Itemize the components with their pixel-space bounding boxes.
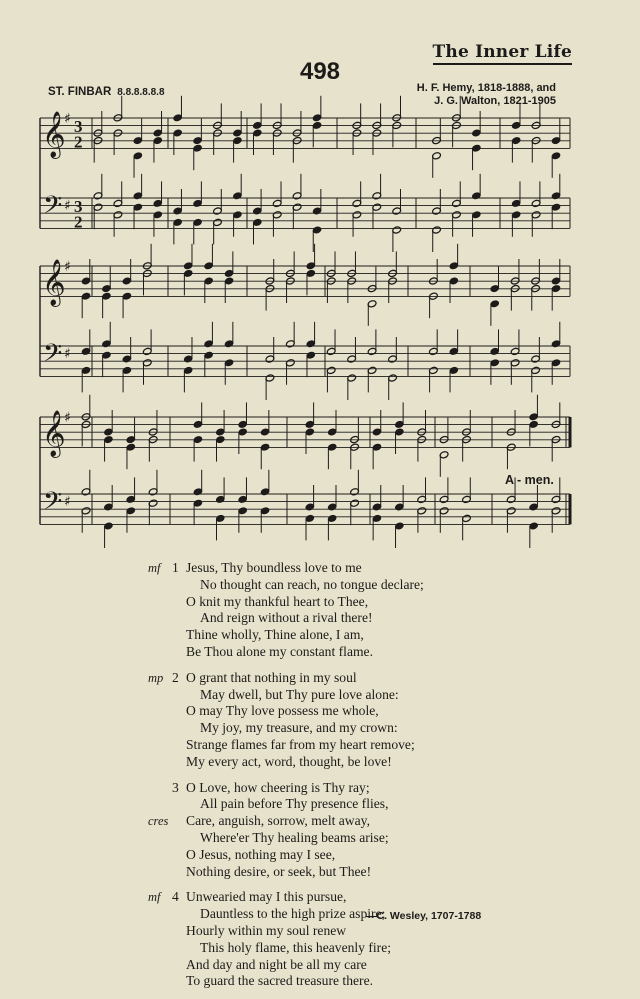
verse-line: May dwell, but Thy pure love alone: [200, 686, 399, 702]
verse-2 [148, 670, 528, 771]
time-signature-bottom: 2 [74, 212, 83, 232]
verse-line: No thought can reach, no tongue declare; [200, 576, 424, 592]
verse-1 [148, 560, 528, 661]
treble-clef: 𝄞 [42, 111, 66, 158]
section-title: The Inner Life [433, 42, 572, 65]
bass-clef: 𝄢 [43, 191, 63, 227]
time-signature-bottom: 2 [74, 132, 83, 152]
verses [148, 560, 528, 999]
crescendo-marking: cres [148, 814, 169, 829]
hymn-number: 498 [299, 58, 341, 85]
verse-line: Unwearied may I this pursue, [186, 889, 347, 905]
dynamic-marking: mf [148, 890, 161, 905]
verse-line: Be Thou alone my constant flame. [186, 643, 373, 659]
verse-line [148, 813, 528, 830]
sharp-sign: ♯ [64, 410, 71, 426]
dynamic-marking: mp [148, 670, 164, 685]
verse-line: My joy, my treasure, and my crown: [200, 720, 398, 736]
verse-number: 3 [172, 779, 179, 795]
verse-line: O knit my thankful heart to Thee, [186, 593, 369, 609]
sharp-sign: ♯ [64, 346, 71, 362]
time-signature-top: 3 [74, 197, 83, 217]
verse-line: O Love, how cheering is Thy ray; [186, 779, 370, 795]
bass-clef: 𝄢 [43, 487, 63, 523]
sharp-sign: ♯ [64, 111, 71, 127]
verse-line: This holy flame, this heavenly fire; [200, 939, 392, 955]
sharp-sign: ♯ [64, 494, 71, 510]
verse-number: 2 [172, 669, 179, 685]
composer-line-2: J. G. Walton, 1821-1905 [434, 95, 556, 107]
meter: 8.8.8.8.8.8 [117, 87, 165, 98]
amen-label: A - men. [505, 473, 554, 487]
verse-line: All pain before Thy presence flies, [200, 796, 389, 812]
dynamic-marking: mf [148, 561, 161, 575]
verse-line: Jesus, Thy boundless love to me [186, 560, 362, 575]
verse-line: O grant that nothing in my soul [186, 669, 357, 685]
verse-line: Dauntless to the high prize aspire; [200, 906, 386, 922]
sharp-sign: ♯ [64, 259, 71, 275]
bass-clef: 𝄢 [43, 339, 63, 375]
verse-line: To guard the sacred treasure there. [186, 973, 373, 989]
tune-name: ST. FINBAR [48, 86, 112, 98]
treble-clef: 𝄞 [42, 410, 66, 457]
time-signature-top: 3 [74, 117, 83, 137]
verse-line: Where'er Thy healing beams arise; [200, 829, 389, 845]
composer-line-1: H. F. Hemy, 1818-1888, and [416, 82, 556, 94]
verse-line-text: Care, anguish, sorrow, melt away, [186, 813, 370, 829]
treble-clef: 𝄞 [42, 259, 66, 306]
verse-4 [148, 889, 528, 990]
verse-line: And reign without a rival there! [200, 610, 373, 626]
verse-line: O may Thy love possess me whole, [186, 703, 379, 719]
verse-line: Strange flames far from my heart remove; [186, 736, 415, 752]
verse-line: Thine wholly, Thine alone, I am, [186, 627, 364, 643]
verse-number: 4 [172, 889, 179, 905]
verse-line: And day and night be all my care [186, 956, 367, 972]
sharp-sign: ♯ [64, 198, 71, 214]
author-credit: —C. Wesley, 1707-1788 [366, 910, 482, 922]
verse-line: O Jesus, nothing may I see, [186, 846, 336, 862]
verse-line: Nothing desire, or seek, but Thee! [186, 863, 372, 879]
verse-line: My every act, word, thought, be love! [186, 753, 392, 769]
verse-line: Hourly within my soul renew [186, 922, 347, 938]
verse-3 [148, 780, 528, 881]
verse-number: 1 [172, 560, 179, 575]
